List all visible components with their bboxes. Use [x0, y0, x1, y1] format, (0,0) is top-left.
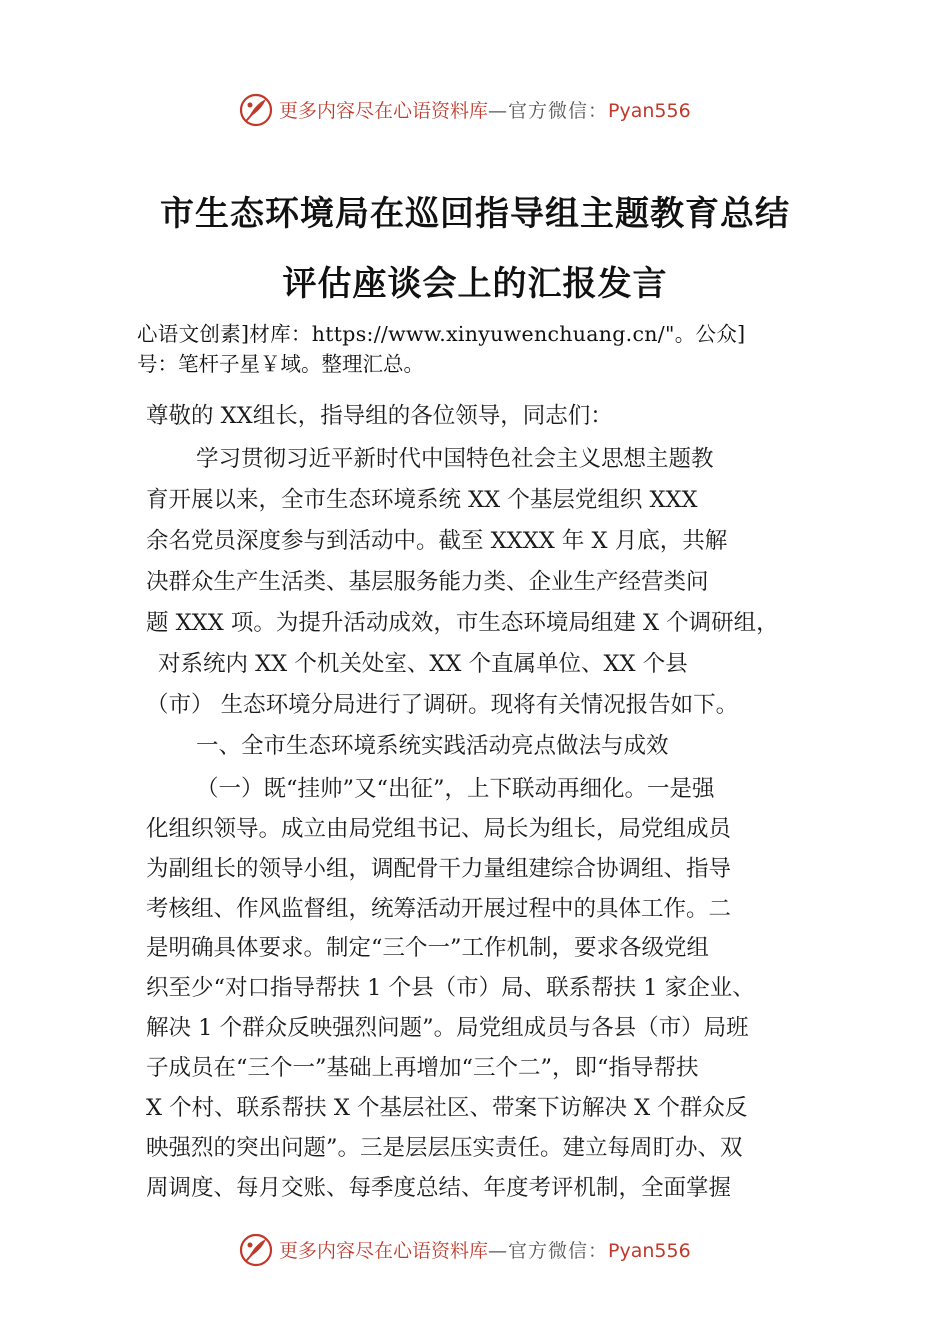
watermark-lead: 更多内容尽在心语资料库: [279, 1240, 489, 1262]
body-line: 学习贯彻习近平新时代中国特色社会主义思想主题教: [196, 446, 714, 472]
watermark-mid: —官方微信：: [488, 1240, 609, 1262]
body-line: 余名党员深度参与到活动中。截至 XXXX 年 X 月底，共解: [146, 528, 728, 554]
body-line: 解决 1 个群众反映强烈问题”。局党组成员与各县（市）局班: [146, 1015, 749, 1041]
watermark-text: [279, 96, 691, 123]
body-line: （市） 生态环境分局进行了调研。现将有关情况报告如下。: [146, 692, 739, 718]
body-line: 对系统内 XX 个机关处室、XX 个直属单位、XX 个县: [158, 651, 688, 677]
document-title-line-1: 市生态环境局在巡回指导组主题教育总结: [160, 194, 790, 234]
source-note-line-2: 号：笔杆子星￥域。整理汇总。: [137, 352, 424, 376]
watermark-text: [279, 1236, 691, 1263]
body-line: 题 XXX 项。为提升活动成效，市生态环境局组建 X 个调研组，: [146, 610, 779, 636]
body-line: 决群众生产生活类、基层服务能力类、企业生产经营类问: [146, 569, 709, 595]
quill-logo-icon: [238, 92, 274, 128]
watermark-mid: —官方微信：: [488, 100, 609, 122]
body-line: 育开展以来，全市生态环境系统 XX 个基层党组织 XXX: [146, 487, 698, 513]
body-line: 化组织领导。成立由局党组书记、局长为组长，局党组成员: [146, 816, 732, 842]
body-line: X 个村、联系帮扶 X 个基层社区、带案下访解决 X 个群众反: [146, 1095, 748, 1121]
body-line: 考核组、作风监督组，统筹活动开展过程中的具体工作。二: [146, 896, 732, 922]
watermark-banner-bottom: [0, 1232, 950, 1276]
watermark-banner-top: [0, 92, 950, 136]
watermark-lead: 更多内容尽在心语资料库: [279, 100, 489, 122]
body-line: 映强烈的突出问题”。三是层层压实责任。建立每周盯办、双: [146, 1135, 743, 1161]
body-line: 是明确具体要求。制定“三个一”工作机制，要求各级党组: [146, 935, 710, 961]
section-heading: 一、全市生态环境系统实践活动亮点做法与成效: [196, 733, 669, 759]
document-title-line-2: 评估座谈会上的汇报发言: [282, 264, 668, 304]
body-line: 周调度、每月交账、每季度总结、年度考评机制，全面掌握: [146, 1175, 732, 1201]
watermark-account: Pyan556: [608, 100, 691, 122]
body-line: 为副组长的领导小组，调配骨干力量组建综合协调组、指导: [146, 856, 732, 882]
source-note-line-1: 心语文创素]材库：https://www.xinyuwenchuang.cn/"。公众]: [137, 322, 746, 346]
body-line: 织至少“对口指导帮扶 1 个县（市）局、联系帮扶 1 家企业、: [146, 975, 755, 1001]
watermark-account: Pyan556: [608, 1240, 691, 1262]
subsection-heading-line: （一）既“挂帅”又“出征”，上下联动再细化。一是强: [196, 776, 715, 802]
body-line: 子成员在“三个一”基础上再增加“三个二”，即“指导帮扶: [146, 1055, 699, 1081]
salutation-line: 尊敬的 XX组长，指导组的各位领导，同志们：: [146, 403, 613, 429]
quill-logo-icon: [238, 1232, 274, 1268]
